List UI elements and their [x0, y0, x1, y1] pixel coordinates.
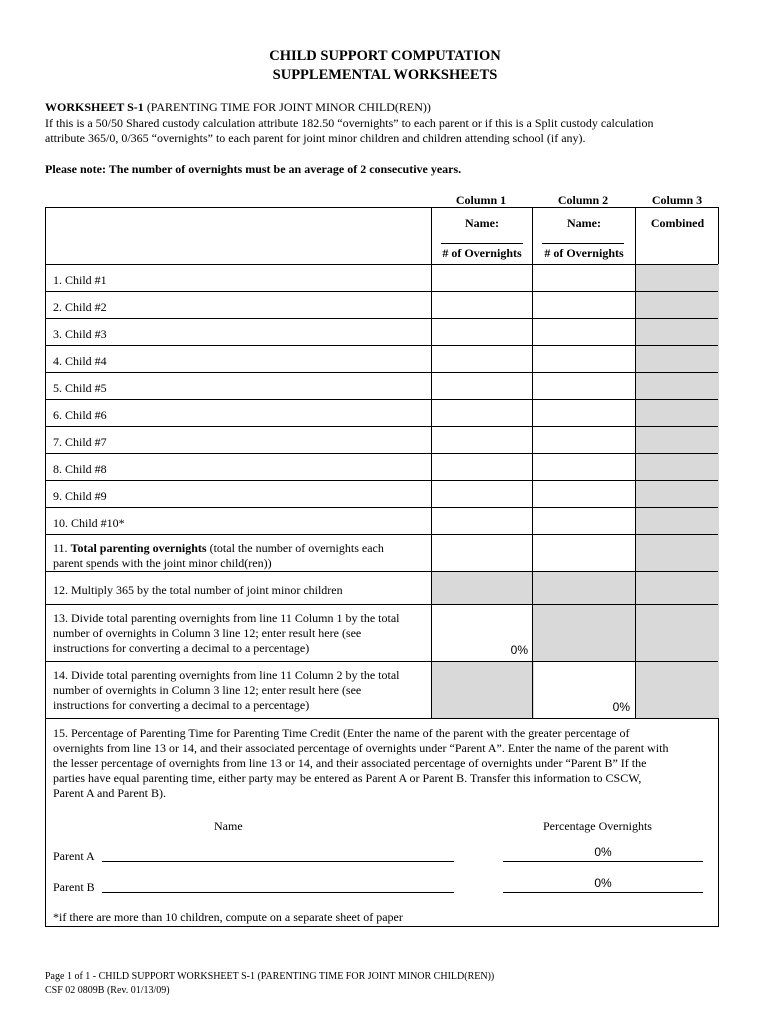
child-row-label: 10. Child #10*	[53, 516, 125, 530]
column-1-name-line[interactable]	[441, 243, 523, 244]
line-14-shaded-col1	[432, 661, 534, 718]
parent-a-percent-field[interactable]	[503, 861, 703, 862]
line-12-text: 12. Multiply 365 by the total number of joint minor children	[53, 583, 343, 597]
divider	[46, 318, 718, 319]
line-15-text-2: overnights from line 13 or 14, and their associated percentage of overnights under “Parent A”. Enter the name of the parent with	[53, 741, 669, 755]
divider	[46, 291, 718, 292]
column-1-name-label: Name:	[465, 216, 499, 230]
line-15-text-4: parties have equal parenting time, either party may be entered as Parent A or Parent B. Transfer this information to CSCW,	[53, 771, 642, 785]
parent-b-percent-field[interactable]	[503, 892, 703, 893]
parent-a-name-field[interactable]	[102, 861, 454, 862]
line-14-text-1: 14. Divide total parenting overnights from line 11 Column 2 by the total	[53, 668, 400, 682]
line-13-shaded-cells	[533, 604, 719, 661]
child-row-label: 7. Child #7	[53, 435, 107, 449]
divider	[46, 718, 718, 719]
line-11-text	[53, 541, 384, 556]
worksheet-label: WORKSHEET S-1	[45, 100, 144, 114]
parent-b-name-field[interactable]	[102, 892, 454, 893]
column-3-shaded-children	[636, 264, 719, 604]
line-15-name-header: Name	[214, 819, 243, 833]
footer-form-number: CSF 02 0809B (Rev. 01/13/09)	[45, 985, 170, 996]
intro-line-3: attribute 365/0, 0/365 “overnights” to each parent for joint minor children and children attending school (if any).	[45, 131, 586, 145]
divider	[46, 661, 718, 662]
line-11-bold: Total parenting overnights	[70, 541, 207, 555]
worksheet-subtitle: (PARENTING TIME FOR JOINT MINOR CHILD(REN))	[143, 100, 431, 114]
child-row-label: 1. Child #1	[53, 273, 107, 287]
divider	[46, 507, 718, 508]
line-11-text-2: parent spends with the joint minor child(ren))	[53, 556, 272, 570]
divider	[46, 534, 718, 535]
line-14-text-2: number of overnights in Column 3 line 12; enter result here (see	[53, 683, 362, 697]
page-title-line1: CHILD SUPPORT COMPUTATION	[269, 48, 501, 64]
line-14-percent-value[interactable]: 0%	[612, 700, 630, 714]
line-13-percent-value[interactable]: 0%	[510, 643, 528, 657]
child-row-label: 6. Child #6	[53, 408, 107, 422]
child-1-col2-input[interactable]	[533, 265, 635, 291]
child-row-label: 4. Child #4	[53, 354, 107, 368]
children-footnote: *if there are more than 10 children, compute on a separate sheet of paper	[53, 910, 403, 924]
parent-b-percent-value[interactable]: 0%	[594, 876, 612, 890]
child-row-label: 2. Child #2	[53, 300, 107, 314]
divider	[46, 453, 718, 454]
worksheet-heading	[45, 100, 431, 115]
column-2-overnights-label: # of Overnights	[544, 246, 624, 260]
column-2-header: Column 2	[557, 193, 609, 207]
column-2-name-line[interactable]	[542, 243, 624, 244]
line-15-text-5: Parent A and Parent B).	[53, 786, 166, 800]
line-12-shaded-cells	[432, 571, 635, 604]
line-13-text-1: 13. Divide total parenting overnights from line 11 Column 1 by the total	[53, 611, 400, 625]
line-13-text-3: instructions for converting a decimal to a percentage)	[53, 641, 310, 655]
child-row-label: 3. Child #3	[53, 327, 107, 341]
divider	[46, 426, 718, 427]
line-14-shaded-col3	[636, 661, 719, 718]
divider	[46, 571, 718, 572]
column-2-name-label: Name:	[567, 216, 601, 230]
line-15-text-1: 15. Percentage of Parenting Time for Parenting Time Credit (Enter the name of the parent with the greater percentage of	[53, 726, 630, 740]
line-11-number: 11.	[53, 541, 71, 555]
child-row-label: 9. Child #9	[53, 489, 107, 503]
parent-a-percent-value[interactable]: 0%	[594, 845, 612, 859]
line-11-rest: (total the number of overnights each	[206, 541, 384, 555]
child-1-col1-input[interactable]	[432, 265, 532, 291]
divider	[46, 345, 718, 346]
divider	[46, 604, 718, 605]
line-14-text-3: instructions for converting a decimal to a percentage)	[53, 698, 310, 712]
line-15-percent-header: Percentage Overnights	[543, 819, 652, 833]
overnights-table	[45, 207, 719, 927]
column-1-overnights-label: # of Overnights	[442, 246, 522, 260]
line-15-text-3: the lesser percentage of overnights from line 13 or 14, and their associated percentage of overnights under “Parent B” If the	[53, 756, 647, 770]
column-3-combined-label: Combined	[650, 216, 705, 230]
footer-page-info: Page 1 of 1 - CHILD SUPPORT WORKSHEET S-1 (PARENTING TIME FOR JOINT MINOR CHILD(REN))	[45, 971, 495, 982]
child-row-label: 5. Child #5	[53, 381, 107, 395]
divider	[46, 372, 718, 373]
column-1-header: Column 1	[455, 193, 507, 207]
line-13-text-2: number of overnights in Column 3 line 12; enter result here (see	[53, 626, 362, 640]
column-3-header: Column 3	[651, 193, 703, 207]
parent-b-label: Parent B	[53, 880, 95, 894]
divider	[46, 480, 718, 481]
page-title-line2: SUPPLEMENTAL WORKSHEETS	[272, 67, 498, 83]
overnights-note: Please note: The number of overnights must be an average of 2 consecutive years.	[45, 162, 462, 176]
parent-a-label: Parent A	[53, 849, 95, 863]
divider	[46, 399, 718, 400]
child-row-label: 8. Child #8	[53, 462, 107, 476]
divider	[635, 208, 636, 718]
intro-line-2: If this is a 50/50 Shared custody calculation attribute 182.50 “overnights” to each parent or if this is a Split custody calculation	[45, 116, 654, 130]
